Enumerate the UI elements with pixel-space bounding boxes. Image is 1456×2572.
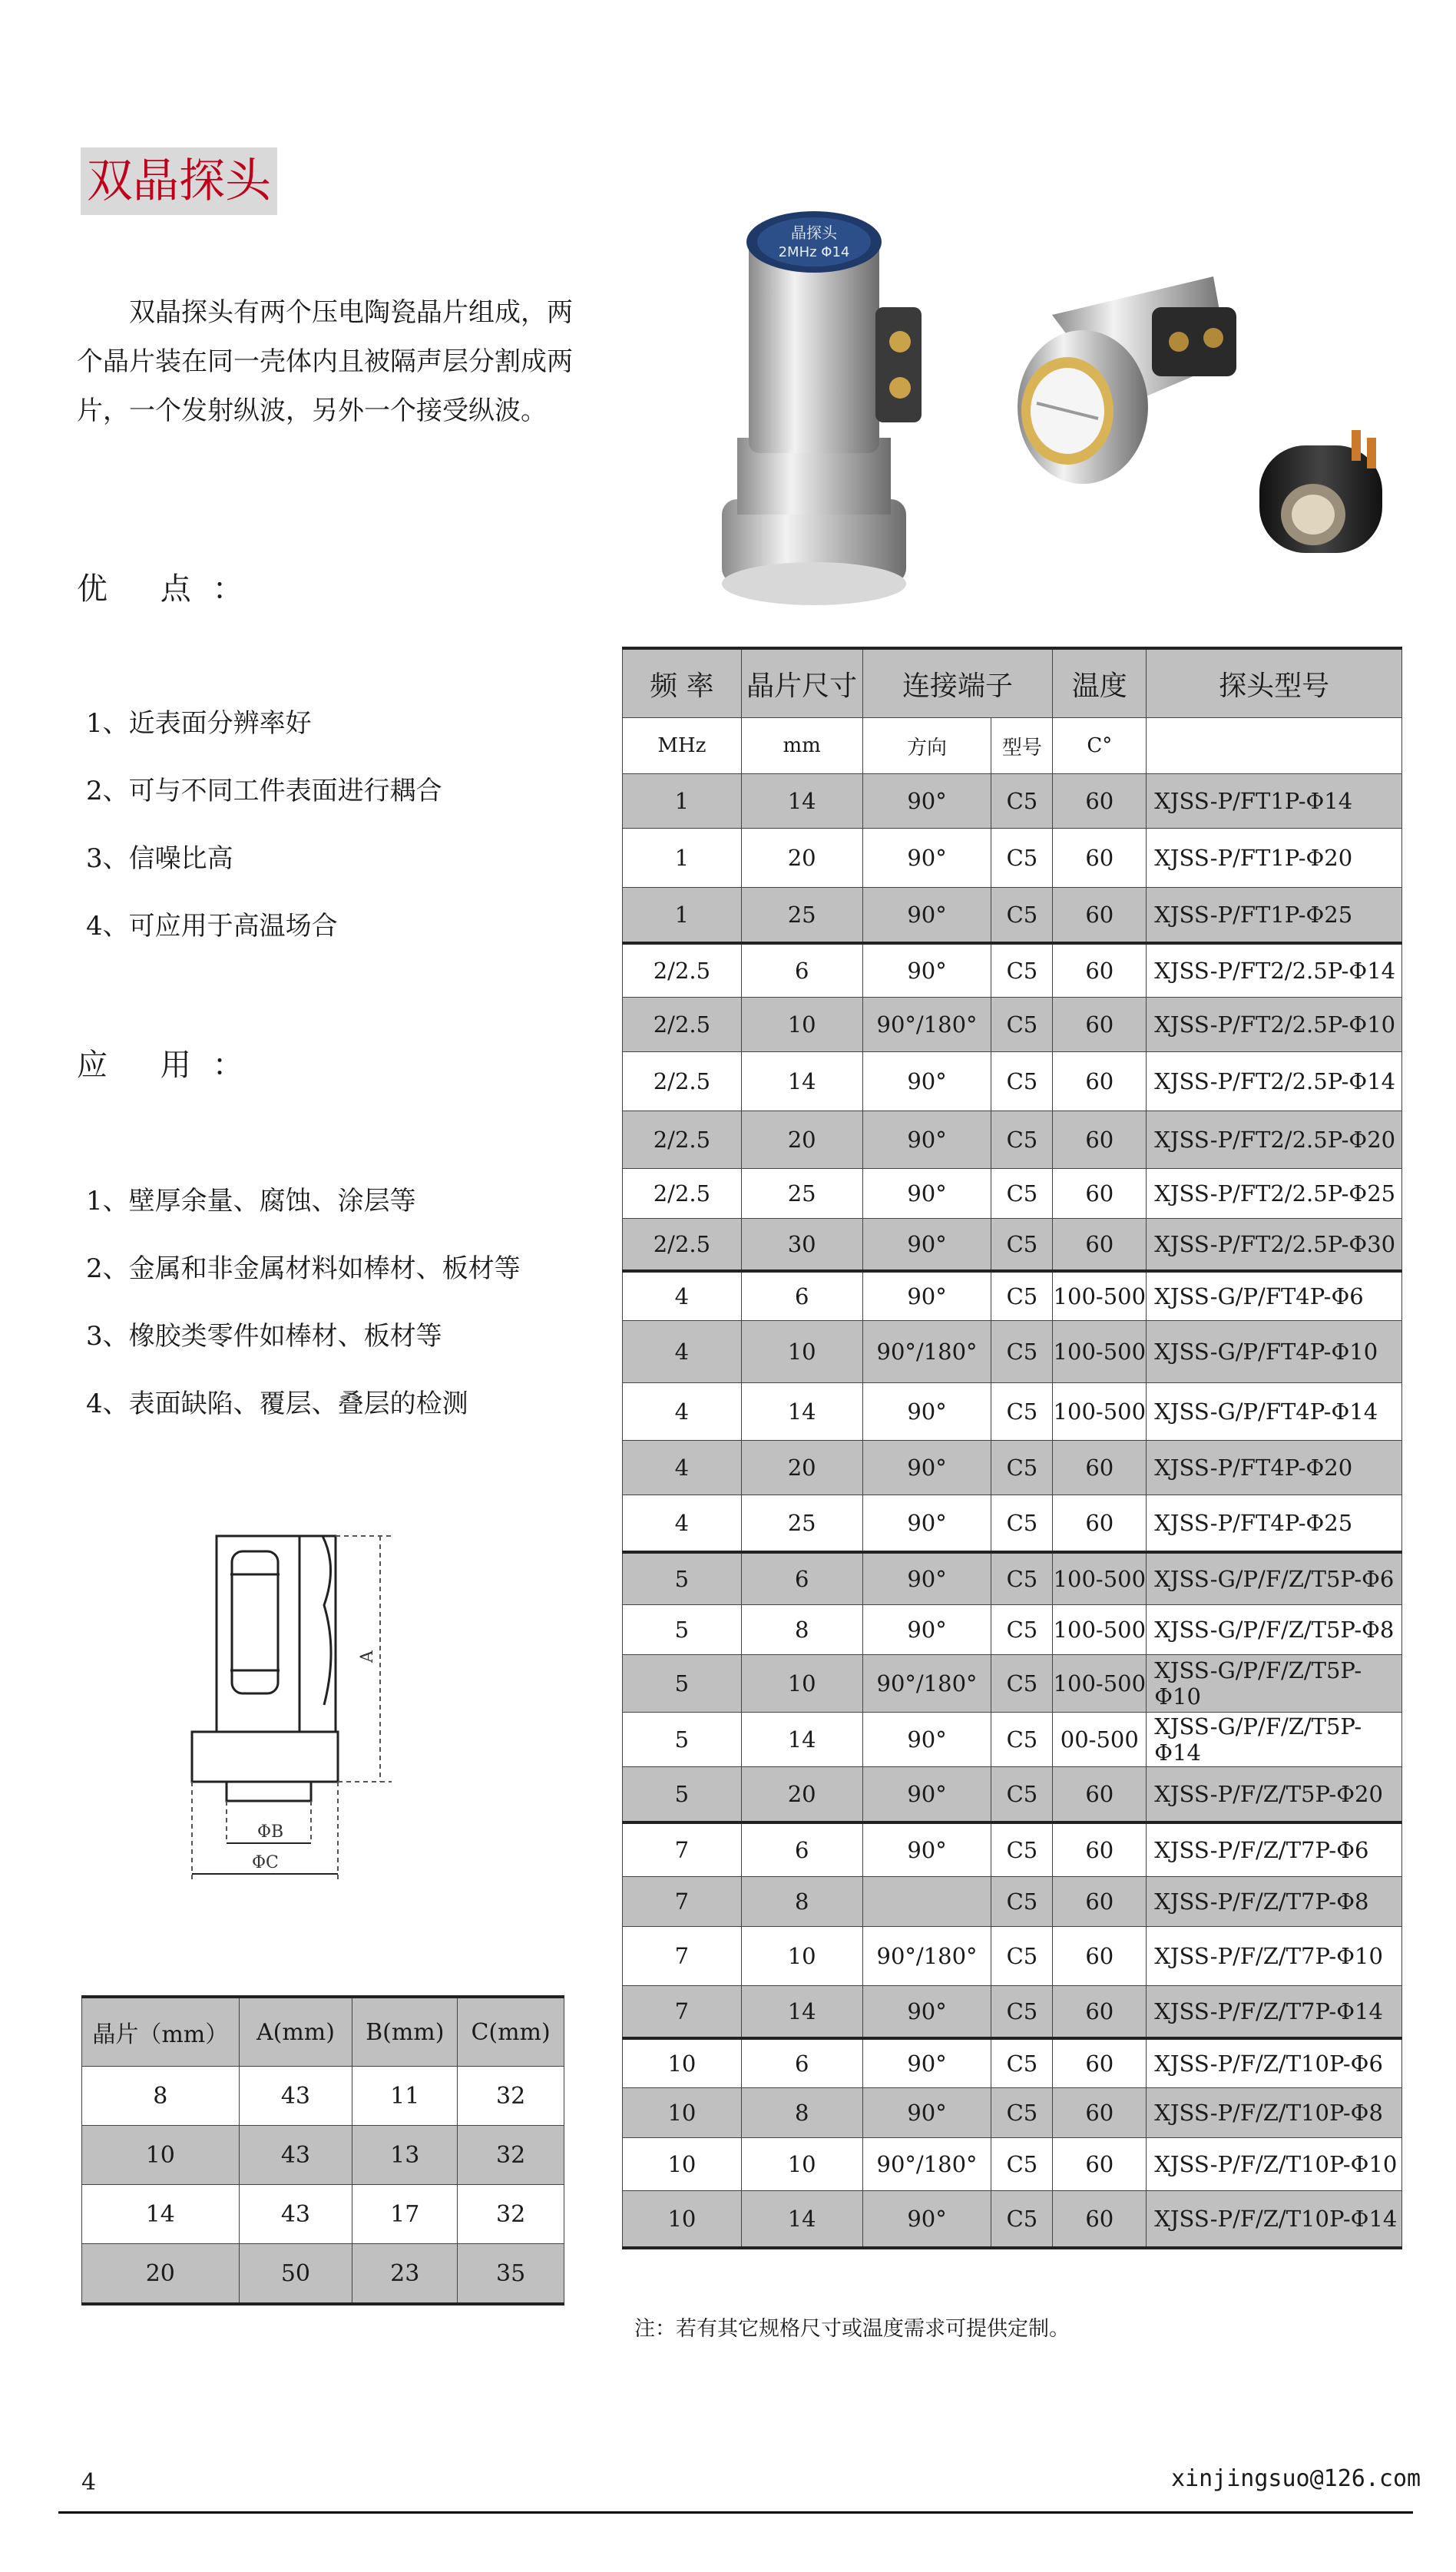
advantage-item: 2、可与不同工件表面进行耦合 [86,776,442,806]
cell-frequency: 2/2.5 [623,998,742,1052]
probe-spec-table [622,647,1402,2249]
dimension-cell: 50 [239,2244,352,2305]
cell-frequency: 5 [623,1767,742,1823]
cell-frequency: 2/2.5 [623,1219,742,1272]
cell-connector-type: C5 [991,888,1053,944]
cell-temperature: 100-500 [1053,1383,1147,1441]
cell-model: XJSS-P/FT4P-Φ25 [1147,1495,1402,1553]
cell-connector-type: C5 [991,1169,1053,1219]
cell-crystal-size: 20 [741,1441,862,1495]
cell-model: XJSS-P/F/Z/T7P-Φ14 [1147,1986,1402,2039]
application-item: 3、橡胶类零件如棒材、板材等 [86,1321,442,1352]
cell-model: XJSS-P/FT2/2.5P-Φ14 [1147,1052,1402,1111]
intro-paragraph: 双晶探头有两个压电陶瓷晶片组成，两个晶片装在同一壳体内且被隔声层分割成两片，一个发射纵波，另外一个接受纵波。 [77,297,573,426]
spec-row [623,2088,1402,2138]
footer-rule [58,2511,1413,2514]
cell-model: XJSS-G/P/F/Z/T5P-Φ8 [1147,1605,1402,1655]
cell-direction: 90°/180° [862,998,991,1052]
cell-crystal-size: 10 [741,998,862,1052]
cell-connector-type: C5 [991,2088,1053,2138]
cell-crystal-size: 10 [741,2138,862,2191]
cell-model: XJSS-P/FT1P-Φ25 [1147,888,1402,944]
subheader-type: 型号 [991,718,1053,774]
dimension-cell: 13 [352,2126,458,2185]
subheader-celsius: C° [1053,718,1147,774]
cell-connector-type: C5 [991,1767,1053,1823]
cell-temperature: 60 [1053,2038,1147,2088]
spec-row [623,2138,1402,2191]
cell-model: XJSS-P/FT2/2.5P-Φ14 [1147,943,1402,998]
cell-model: XJSS-G/P/FT4P-Φ14 [1147,1383,1402,1441]
cell-connector-type: C5 [991,2038,1053,2088]
cell-model: XJSS-G/P/FT4P-Φ10 [1147,1321,1402,1383]
probe-spec-table-body [623,774,1402,2249]
probe-product-photo [691,207,1413,614]
cell-connector-type: C5 [991,1219,1053,1272]
spec-row [623,1655,1402,1713]
cell-connector-type: C5 [991,1877,1053,1927]
spec-row [623,1441,1402,1495]
dim-header-a: A(mm) [239,1997,352,2067]
cell-direction: 90° [862,1713,991,1767]
cell-model: XJSS-P/FT2/2.5P-Φ10 [1147,998,1402,1052]
cell-connector-type: C5 [991,998,1053,1052]
dimension-cell: 11 [352,2067,458,2126]
cell-connector-type: C5 [991,2191,1053,2249]
cell-frequency: 7 [623,1986,742,2039]
cell-direction: 90° [862,2088,991,2138]
spec-row [623,2191,1402,2249]
cell-model: XJSS-G/P/F/Z/T5P-Φ10 [1147,1655,1402,1713]
spec-row [623,1495,1402,1553]
cell-crystal-size: 20 [741,1111,862,1169]
cell-direction: 90°/180° [862,1927,991,1986]
probe-label-spec: 2MHz Φ14 [778,244,850,260]
cell-connector-type: C5 [991,1271,1053,1321]
cell-connector-type: C5 [991,1822,1053,1877]
cell-direction: 90° [862,1052,991,1111]
cell-temperature: 60 [1053,888,1147,944]
contact-email: xinjingsuo@126.com [1171,2465,1421,2492]
cell-model: XJSS-P/FT1P-Φ20 [1147,829,1402,888]
dimension-cell: 14 [82,2185,240,2244]
dimension-cell: 43 [239,2126,352,2185]
dimension-diagram [184,1505,415,1889]
cell-temperature: 60 [1053,1052,1147,1111]
dimension-row [82,2244,564,2305]
cell-temperature: 60 [1053,2138,1147,2191]
cell-direction: 90° [862,1383,991,1441]
side-probe [1018,276,1236,484]
cell-frequency: 1 [623,888,742,944]
cell-model: XJSS-P/F/Z/T7P-Φ6 [1147,1822,1402,1877]
cell-crystal-size: 8 [741,2088,862,2138]
probe-label-text: 晶探头 [791,223,837,242]
cell-temperature: 60 [1053,1986,1147,2039]
cell-temperature: 100-500 [1053,1321,1147,1383]
dim-header-crystal: 晶片（mm） [82,1997,240,2067]
spec-row [623,1822,1402,1877]
cell-crystal-size: 6 [741,1552,862,1605]
cell-frequency: 5 [623,1655,742,1713]
cell-crystal-size: 6 [741,1822,862,1877]
advantages-heading: 优 点： [77,571,265,607]
cell-crystal-size: 14 [741,1383,862,1441]
cell-crystal-size: 10 [741,1655,862,1713]
cell-connector-type: C5 [991,1927,1053,1986]
application-item: 1、壁厚余量、腐蚀、涂层等 [86,1186,416,1216]
spec-row [623,1877,1402,1927]
cell-crystal-size: 14 [741,1052,862,1111]
cell-model: XJSS-P/F/Z/T5P-Φ20 [1147,1767,1402,1823]
header-frequency: 频 率 [623,648,742,718]
cell-model: XJSS-G/P/F/Z/T5P-Φ6 [1147,1552,1402,1605]
cell-direction: 90° [862,829,991,888]
cell-crystal-size: 14 [741,1713,862,1767]
cell-temperature: 100-500 [1053,1271,1147,1321]
cell-temperature: 60 [1053,998,1147,1052]
cell-crystal-size: 14 [741,2191,862,2249]
cell-direction: 90° [862,2038,991,2088]
cell-crystal-size: 25 [741,888,862,944]
cell-model: XJSS-P/FT4P-Φ20 [1147,1441,1402,1495]
cell-connector-type: C5 [991,1605,1053,1655]
cell-frequency: 2/2.5 [623,1111,742,1169]
dimension-label-c: ΦC [252,1853,279,1872]
cell-connector-type: C5 [991,1441,1053,1495]
spec-row [623,1219,1402,1272]
dimension-row [82,2185,564,2244]
spec-row [623,998,1402,1052]
cell-connector-type: C5 [991,1052,1053,1111]
cell-frequency: 10 [623,2088,742,2138]
cell-crystal-size: 8 [741,1877,862,1927]
cell-frequency: 10 [623,2191,742,2249]
cell-crystal-size: 20 [741,829,862,888]
cell-direction: 90° [862,1495,991,1553]
dimension-cell: 35 [458,2244,564,2305]
cell-temperature: 60 [1053,2088,1147,2138]
cell-frequency: 10 [623,2038,742,2088]
cell-frequency: 10 [623,2138,742,2191]
cell-crystal-size: 6 [741,1271,862,1321]
cell-connector-type: C5 [991,1111,1053,1169]
cell-model: XJSS-G/P/FT4P-Φ6 [1147,1271,1402,1321]
cell-direction: 90° [862,888,991,944]
advantage-item: 3、信噪比高 [86,843,233,874]
cell-frequency: 2/2.5 [623,1052,742,1111]
cell-direction: 90° [862,2191,991,2249]
cell-temperature: 60 [1053,1111,1147,1169]
cell-frequency: 2/2.5 [623,943,742,998]
cell-crystal-size: 30 [741,1219,862,1272]
spec-row [623,1383,1402,1441]
cell-connector-type: C5 [991,1986,1053,2039]
cell-crystal-size: 14 [741,774,862,829]
cell-direction: 90°/180° [862,1321,991,1383]
cell-frequency: 5 [623,1552,742,1605]
header-temperature: 温度 [1053,648,1147,718]
cell-model: XJSS-P/F/Z/T7P-Φ8 [1147,1877,1402,1927]
cell-model: XJSS-P/F/Z/T10P-Φ6 [1147,2038,1402,2088]
page-title: 双晶探头 [81,147,277,215]
cell-model: XJSS-P/FT2/2.5P-Φ25 [1147,1169,1402,1219]
cell-temperature: 100-500 [1053,1552,1147,1605]
subheader-mhz: MHz [623,718,742,774]
spec-row [623,1713,1402,1767]
advantage-item: 1、近表面分辨率好 [86,708,312,739]
cell-temperature: 00-500 [1053,1713,1147,1767]
cell-frequency: 4 [623,1495,742,1553]
dim-header-b: B(mm) [352,1997,458,2067]
applications-list [86,1167,521,1438]
cell-temperature: 60 [1053,1495,1147,1553]
cell-direction: 90° [862,1552,991,1605]
cell-direction: 90° [862,1822,991,1877]
spec-row [623,888,1402,944]
cell-direction: 90° [862,774,991,829]
cell-crystal-size: 10 [741,1321,862,1383]
page-number: 4 [81,2469,97,2496]
cell-connector-type: C5 [991,1713,1053,1767]
cell-crystal-size: 6 [741,2038,862,2088]
cell-connector-type: C5 [991,1495,1053,1553]
cell-direction [862,1877,991,1927]
cell-direction: 90° [862,1111,991,1169]
cell-direction: 90° [862,1986,991,2039]
cell-frequency: 5 [623,1605,742,1655]
custom-note: 注：若有其它规格尺寸或温度需求可提供定制。 [634,2317,1070,2341]
dimension-table-body [82,2067,564,2305]
cell-model: XJSS-P/F/Z/T10P-Φ8 [1147,2088,1402,2138]
cell-temperature: 60 [1053,1767,1147,1823]
spec-row [623,2038,1402,2088]
cell-model: XJSS-G/P/F/Z/T5P-Φ14 [1147,1713,1402,1767]
dimension-cell: 32 [458,2067,564,2126]
dimension-cell: 8 [82,2067,240,2126]
dimension-cell: 23 [352,2244,458,2305]
spec-row [623,1321,1402,1383]
cell-connector-type: C5 [991,1552,1053,1605]
dimension-cell: 17 [352,2185,458,2244]
cell-frequency: 7 [623,1877,742,1927]
cell-frequency: 7 [623,1822,742,1877]
cell-direction: 90° [862,943,991,998]
advantage-item: 4、可应用于高温场合 [86,911,338,942]
cell-connector-type: C5 [991,1321,1053,1383]
spec-row [623,1605,1402,1655]
cell-direction: 90° [862,1219,991,1272]
cell-temperature: 60 [1053,1877,1147,1927]
cell-temperature: 100-500 [1053,1655,1147,1713]
cell-temperature: 60 [1053,1822,1147,1877]
cell-crystal-size: 10 [741,1927,862,1986]
subheader-mm: mm [741,718,862,774]
spec-row [623,1986,1402,2039]
cell-temperature: 60 [1053,943,1147,998]
application-item: 2、金属和非金属材料如棒材、板材等 [86,1253,521,1284]
dimension-table [81,1995,564,2306]
dimension-label-a: A [358,1650,377,1663]
cell-crystal-size: 20 [741,1767,862,1823]
cell-model: XJSS-P/F/Z/T10P-Φ14 [1147,2191,1402,2249]
spec-row [623,1552,1402,1605]
dimension-row [82,2126,564,2185]
dimension-cell: 32 [458,2126,564,2185]
cell-direction: 90° [862,1605,991,1655]
cell-connector-type: C5 [991,829,1053,888]
cell-frequency: 4 [623,1271,742,1321]
cell-frequency: 7 [623,1927,742,1986]
cell-temperature: 60 [1053,774,1147,829]
dimension-cell: 20 [82,2244,240,2305]
cell-direction: 90° [862,1767,991,1823]
cell-direction: 90° [862,1169,991,1219]
cell-direction: 90° [862,1271,991,1321]
spec-row [623,1111,1402,1169]
cell-model: XJSS-P/FT1P-Φ14 [1147,774,1402,829]
cell-connector-type: C5 [991,2138,1053,2191]
dimension-row [82,2067,564,2126]
dim-header-c: C(mm) [458,1997,564,2067]
tall-probe [722,211,922,605]
spec-row [623,1169,1402,1219]
cell-direction: 90° [862,1441,991,1495]
cell-temperature: 100-500 [1053,1605,1147,1655]
cell-connector-type: C5 [991,774,1053,829]
cell-temperature: 60 [1053,1927,1147,1986]
cell-temperature: 60 [1053,2191,1147,2249]
cell-connector-type: C5 [991,1655,1053,1713]
cell-crystal-size: 8 [741,1605,862,1655]
spec-row [623,1927,1402,1986]
header-model: 探头型号 [1147,648,1402,718]
spec-row [623,1052,1402,1111]
cell-direction: 90°/180° [862,1655,991,1713]
header-crystal-size: 晶片尺寸 [741,648,862,718]
cell-crystal-size: 25 [741,1495,862,1553]
cell-direction: 90°/180° [862,2138,991,2191]
cell-frequency: 4 [623,1441,742,1495]
spec-row [623,1271,1402,1321]
small-probe [1259,430,1382,553]
applications-heading: 应 用： [77,1048,265,1083]
cell-frequency: 1 [623,829,742,888]
cell-crystal-size: 14 [741,1986,862,2039]
subheader-direction: 方向 [862,718,991,774]
cell-connector-type: C5 [991,943,1053,998]
dimension-cell: 43 [239,2067,352,2126]
spec-row [623,774,1402,829]
application-item: 4、表面缺陷、覆层、叠层的检测 [86,1389,468,1419]
cell-model: XJSS-P/FT2/2.5P-Φ30 [1147,1219,1402,1272]
cell-model: XJSS-P/F/Z/T7P-Φ10 [1147,1927,1402,1986]
cell-temperature: 60 [1053,829,1147,888]
cell-frequency: 5 [623,1713,742,1767]
cell-crystal-size: 6 [741,943,862,998]
cell-temperature: 60 [1053,1169,1147,1219]
dimension-cell: 43 [239,2185,352,2244]
spec-row [623,829,1402,888]
cell-temperature: 60 [1053,1219,1147,1272]
cell-frequency: 4 [623,1383,742,1441]
cell-frequency: 1 [623,774,742,829]
cell-frequency: 4 [623,1321,742,1383]
cell-model: XJSS-P/F/Z/T10P-Φ10 [1147,2138,1402,2191]
spec-row [623,1767,1402,1823]
header-connector: 连接端子 [862,648,1053,718]
cell-frequency: 2/2.5 [623,1169,742,1219]
spec-row [623,943,1402,998]
subheader-empty [1147,718,1402,774]
dimension-label-b: ΦB [257,1822,284,1842]
cell-model: XJSS-P/FT2/2.5P-Φ20 [1147,1111,1402,1169]
dimension-cell: 10 [82,2126,240,2185]
advantages-list [86,690,442,960]
cell-connector-type: C5 [991,1383,1053,1441]
cell-temperature: 60 [1053,1441,1147,1495]
cell-crystal-size: 25 [741,1169,862,1219]
dimension-cell: 32 [458,2185,564,2244]
